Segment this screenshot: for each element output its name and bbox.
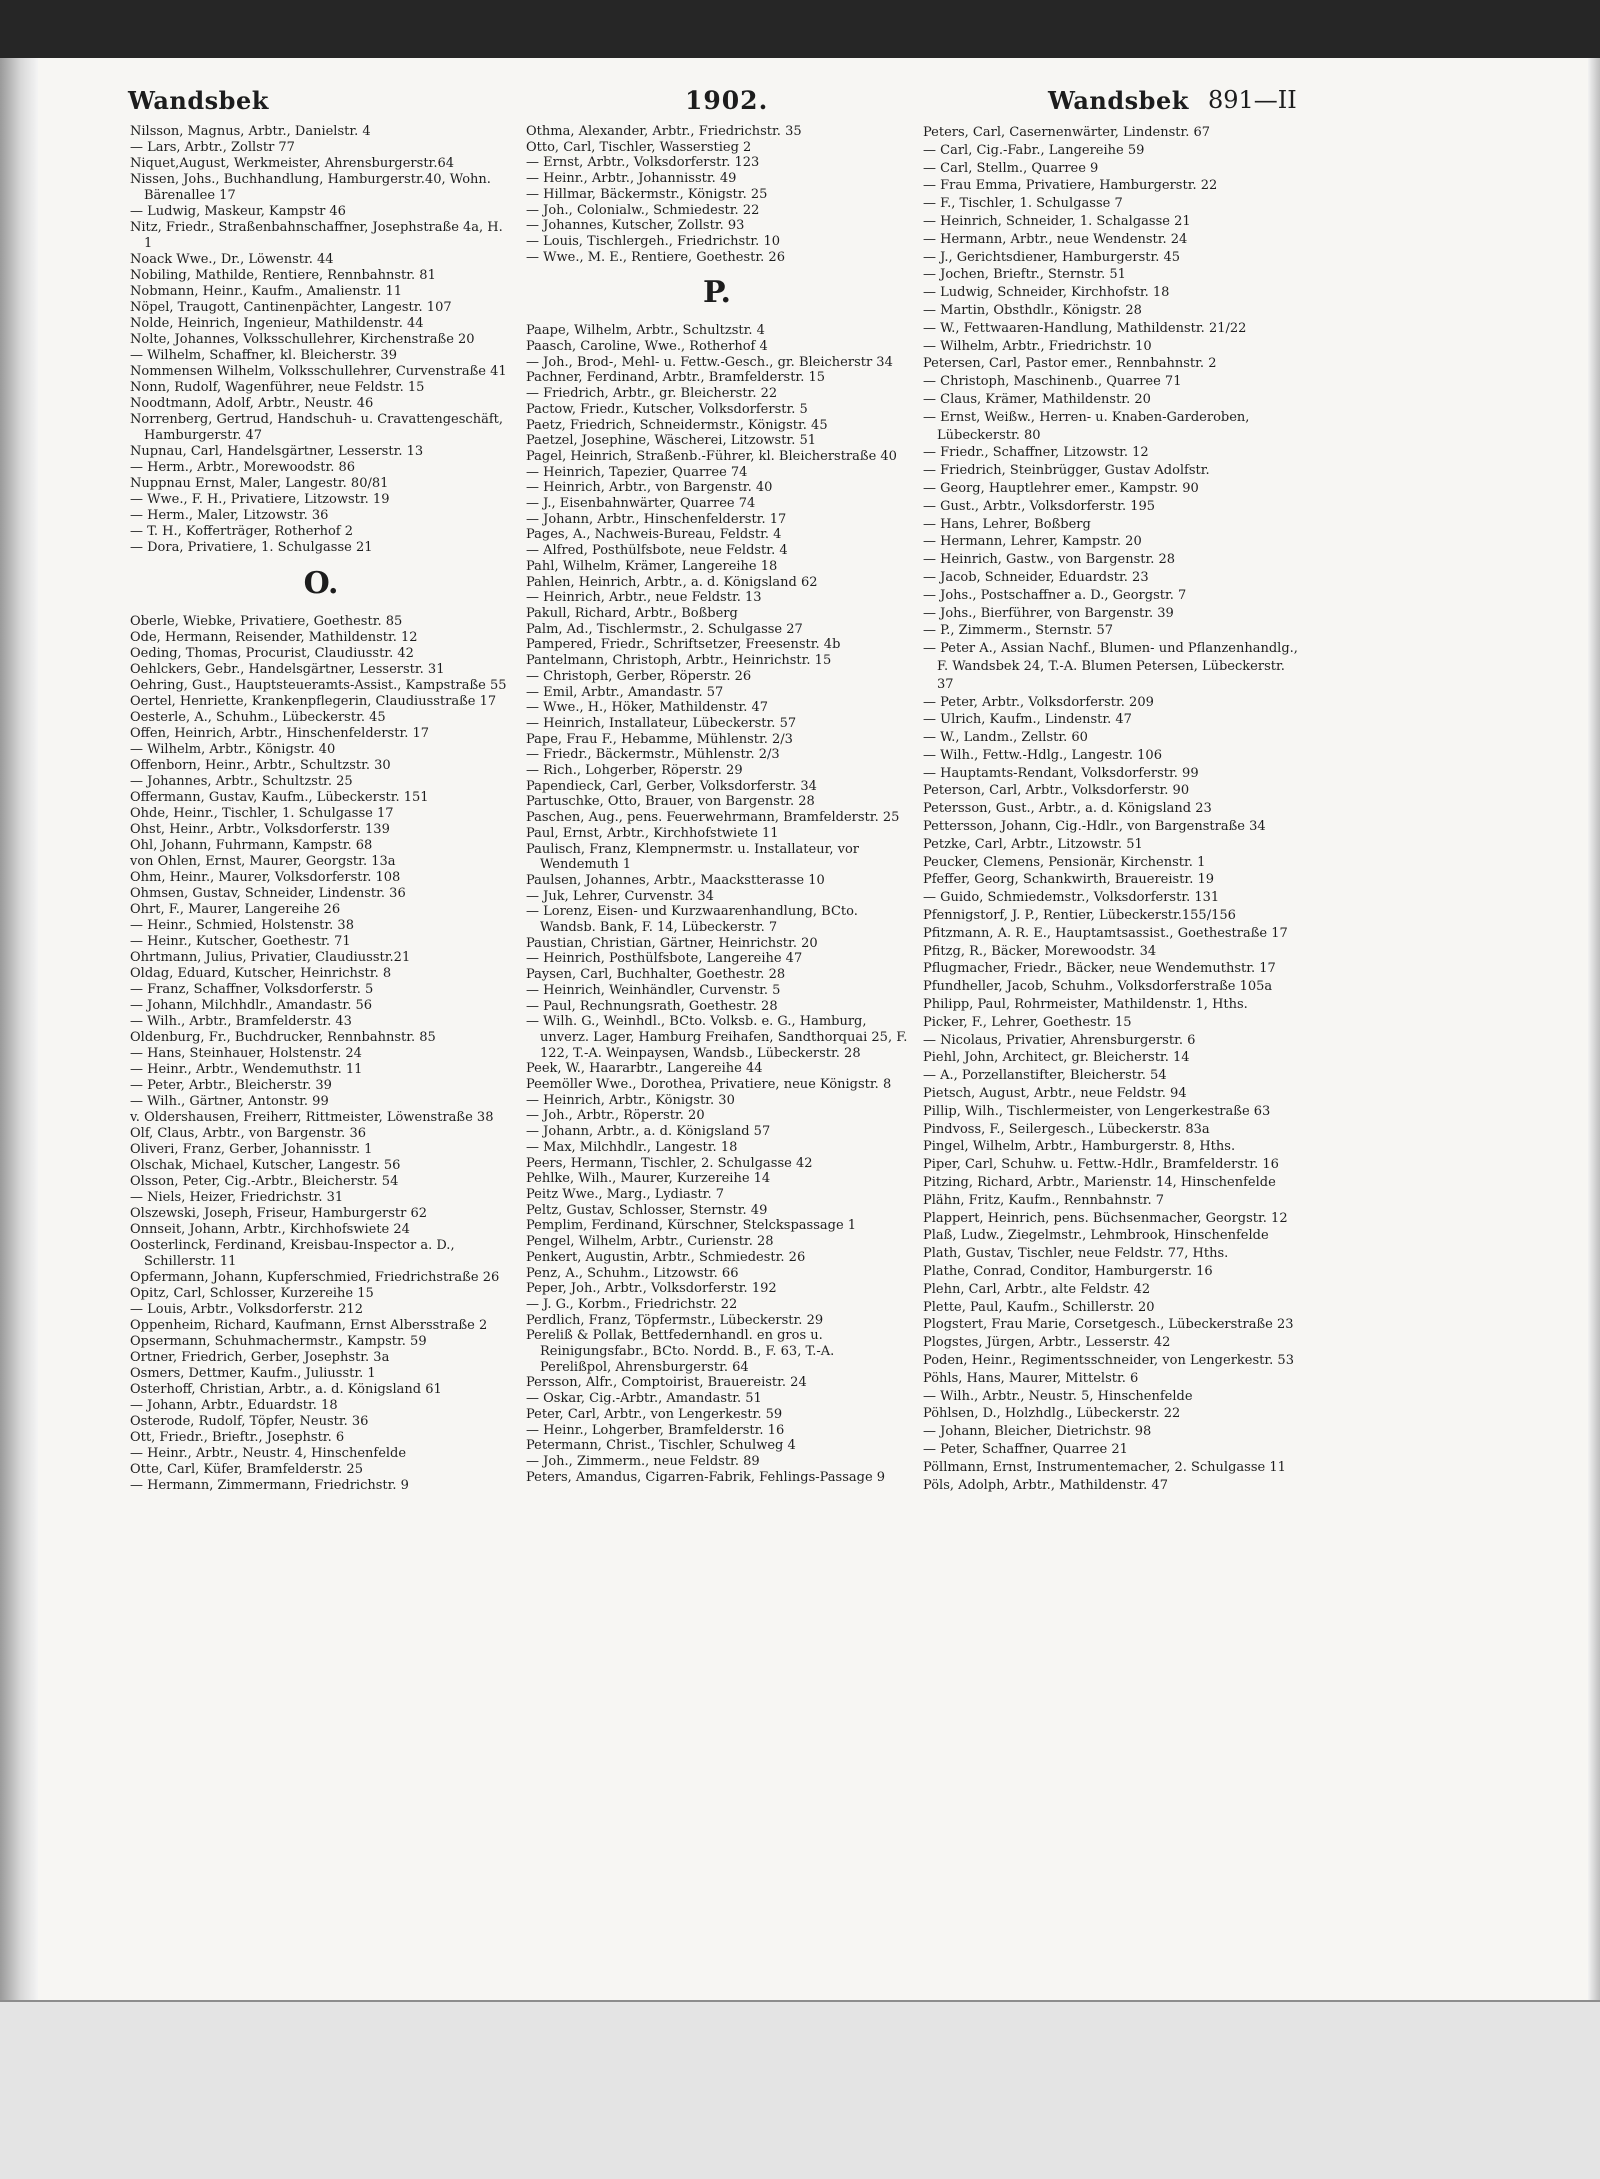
directory-entry: Plogstert, Frau Marie, Corsetgesch., Lübeckerstraße 23	[923, 1317, 1294, 1333]
directory-entry: Norrenberg, Gertrud, Handschuh- u. Cravattengeschäft, Hamburgerstr. 47	[130, 412, 503, 443]
directory-entry: Olszewski, Joseph, Friseur, Hamburgerstr 62	[130, 1206, 428, 1221]
directory-entry: Pakull, Richard, Arbtr., Boßberg	[526, 605, 738, 621]
directory-entry: Paysen, Carl, Buchhalter, Goethestr. 28	[526, 967, 786, 983]
directory-entry: Pitzing, Richard, Arbtr., Marienstr. 14, Hinschenfelde	[923, 1175, 1276, 1191]
directory-entry: Pillip, Wilh., Tischlermeister, von Lengerkestraße 63	[923, 1103, 1271, 1119]
directory-entry: — Franz, Schaffner, Volksdorferstr. 5	[130, 982, 374, 997]
directory-entry: Pages, A., Nachweis-Bureau, Feldstr. 4	[526, 527, 782, 543]
directory-entry: Ohm, Heinr., Maurer, Volksdorferstr. 108	[130, 870, 401, 885]
directory-entry: Philipp, Paul, Rohrmeister, Mathildenstr. 1, Hths.	[923, 997, 1248, 1013]
directory-entry: Petzke, Carl, Arbtr., Litzowstr. 51	[923, 836, 1143, 852]
directory-entry: Plogstes, Jürgen, Arbtr., Lesserstr. 42	[923, 1335, 1171, 1351]
directory-entry: — Heinr., Arbtr., Neustr. 4, Hinschenfelde	[130, 1446, 407, 1461]
directory-entry: Offenborn, Heinr., Arbtr., Schultzstr. 30	[130, 758, 391, 773]
directory-entry: Peek, W., Haararbtr., Langereihe 44	[526, 1061, 763, 1077]
directory-entry: Ohrt, F., Maurer, Langereihe 26	[130, 902, 341, 917]
directory-entry: — Frau Emma, Privatiere, Hamburgerstr. 22	[923, 178, 1218, 194]
directory-entry: — Hauptamts-Rendant, Volksdorferstr. 99	[923, 765, 1199, 781]
directory-entry: — Heinr., Kutscher, Goethestr. 71	[130, 934, 351, 949]
directory-entry: — Johann, Arbtr., Hinschenfelderstr. 17	[526, 511, 787, 527]
directory-entry: — Carl, Cig.-Fabr., Langereihe 59	[923, 142, 1145, 158]
directory-entry: Peucker, Clemens, Pensionär, Kirchenstr. 1	[923, 854, 1206, 870]
directory-entry: Pöls, Adolph, Arbtr., Mathildenstr. 47	[923, 1477, 1168, 1493]
directory-entry: — Peter, Schaffner, Quarree 21	[923, 1441, 1128, 1457]
directory-entry: — Gust., Arbtr., Volksdorferstr. 195	[923, 498, 1156, 514]
scan-left-shadow	[0, 58, 38, 2000]
directory-entry: — Johs., Postschaffner a. D., Georgstr. 7	[923, 587, 1187, 603]
directory-entry: Oosterlinck, Ferdinand, Kreisbau-Inspector a. D., Schillerstr. 11	[130, 1238, 455, 1269]
directory-entry: — Heinrich, Tapezier, Quarree 74	[526, 464, 748, 480]
directory-entry: — Alfred, Posthülfsbote, neue Feldstr. 4	[526, 543, 788, 559]
directory-entry: Ohmsen, Gustav, Schneider, Lindenstr. 36	[130, 886, 406, 901]
directory-entry: — Max, Milchhdlr., Langestr. 18	[526, 1139, 738, 1155]
directory-entry: Peterson, Carl, Arbtr., Volksdorferstr. 90	[923, 783, 1190, 799]
directory-entry: — Wilh., Fettw.-Hdlg., Langestr. 106	[923, 747, 1162, 763]
directory-entry: — Heinrich, Installateur, Lübeckerstr. 57	[526, 715, 797, 731]
directory-entry: — Heinr., Schmied, Holstenstr. 38	[130, 918, 354, 933]
directory-entry: — T. H., Kofferträger, Rotherhof 2	[130, 524, 354, 539]
column-2	[526, 124, 908, 1485]
directory-entry: Pactow, Friedr., Kutscher, Volksdorferstr. 5	[526, 401, 808, 417]
directory-entry: Pöhls, Hans, Maurer, Mittelstr. 6	[923, 1370, 1139, 1386]
directory-entry: Palm, Ad., Tischlermstr., 2. Schulgasse 27	[526, 621, 803, 637]
directory-entry: Nonn, Rudolf, Wagenführer, neue Feldstr. 15	[130, 380, 425, 395]
directory-entry: Osterhoff, Christian, Arbtr., a. d. Königsland 61	[130, 1382, 442, 1397]
directory-entry: Offen, Heinrich, Arbtr., Hinschenfelderstr. 17	[130, 726, 430, 741]
directory-entry: — Heinrich, Arbtr., von Bargenstr. 40	[526, 480, 773, 496]
directory-entry: Pantelmann, Christoph, Arbtr., Heinrichstr. 15	[526, 653, 832, 669]
section-letter-heading: P.	[702, 275, 732, 311]
directory-entry: Pflugmacher, Friedr., Bäcker, neue Wendemuthstr. 17	[923, 961, 1276, 977]
directory-entry: Plathe, Conrad, Conditor, Hamburgerstr. 16	[923, 1264, 1213, 1279]
directory-entry: — Hans, Steinhauer, Holstenstr. 24	[130, 1046, 362, 1061]
directory-entry: Plaß, Ludw., Ziegelmstr., Lehmbrook, Hinschenfelde	[923, 1228, 1269, 1244]
directory-entry: Penz, A., Schuhm., Litzowstr. 66	[526, 1265, 739, 1281]
directory-entry: Oesterle, A., Schuhm., Lübeckerstr. 45	[130, 710, 386, 725]
directory-entry: — Jochen, Brieftr., Sternstr. 51	[923, 267, 1126, 283]
directory-entry: — Heinrich, Gastw., von Bargenstr. 28	[923, 552, 1176, 568]
directory-entry: — Heinr., Lohgerber, Bramfelderstr. 16	[526, 1422, 785, 1438]
directory-entry: — Dora, Privatiere, 1. Schulgasse 21	[130, 540, 373, 555]
directory-entry: Plähn, Fritz, Kaufm., Rennbahnstr. 7	[923, 1192, 1165, 1208]
directory-entry: — Johann, Milchhdlr., Amandastr. 56	[130, 998, 373, 1013]
directory-entry: — P., Zimmerm., Sternstr. 57	[923, 623, 1114, 639]
directory-entry: — Peter A., Assian Nachf., Blumen- und Pflanzenhandlg., F. Wandsbek 24, T.-A. Blumen Petersen, Lübeckerstr. 37	[923, 641, 1298, 692]
directory-entry: — Heinrich, Weinhändler, Curvenstr. 5	[526, 982, 781, 998]
directory-entry: — Peter, Arbtr., Bleicherstr. 39	[130, 1078, 332, 1093]
directory-entry: — Claus, Krämer, Mathildenstr. 20	[923, 391, 1151, 407]
directory-entry: Peltz, Gustav, Schlosser, Sternstr. 49	[526, 1202, 768, 1218]
directory-entry: — Guido, Schmiedemstr., Volksdorferstr. 131	[923, 890, 1220, 906]
directory-entry: — Lars, Arbtr., Zollstr 77	[130, 140, 295, 155]
directory-entry: — Johannes, Arbtr., Schultzstr. 25	[130, 774, 353, 789]
directory-entry: Paschen, Aug., pens. Feuerwehrmann, Bramfelderstr. 25	[526, 810, 900, 826]
directory-entry: Paape, Wilhelm, Arbtr., Schultzstr. 4	[526, 323, 765, 339]
directory-entry: Otto, Carl, Tischler, Wasserstieg 2	[526, 139, 752, 155]
directory-entry: — Heinrich, Posthülfsbote, Langereihe 47	[526, 951, 803, 967]
directory-entry: Peper, Joh., Arbtr., Volksdorferstr. 192	[526, 1281, 777, 1297]
directory-entry: — Joh., Arbtr., Röperstr. 20	[526, 1108, 705, 1124]
directory-entry: Pampered, Friedr., Schriftsetzer, Freesenstr. 4b	[526, 637, 841, 653]
directory-entry: — Wilh., Gärtner, Antonstr. 99	[130, 1094, 329, 1109]
directory-entry: Piehl, John, Architect, gr. Bleicherstr. 14	[923, 1050, 1190, 1066]
directory-entry: Ohrtmann, Julius, Privatier, Claudiusstr.21	[130, 950, 411, 965]
directory-entry: Pagel, Heinrich, Straßenb.-Führer, kl. Bleicherstraße 40	[526, 448, 897, 464]
directory-entry: Oppenheim, Richard, Kaufmann, Ernst Albersstraße 2	[130, 1318, 488, 1333]
directory-entry: Nolte, Johannes, Volksschullehrer, Kirchenstraße 20	[130, 332, 475, 347]
directory-entry: Pahl, Wilhelm, Krämer, Langereihe 18	[526, 558, 778, 574]
directory-entry: Peemöller Wwe., Dorothea, Privatiere, neue Königstr. 8	[526, 1077, 892, 1093]
directory-entry: Peter, Carl, Arbtr., von Lengerkestr. 59	[526, 1406, 783, 1422]
directory-entry: — Niels, Heizer, Friedrichstr. 31	[130, 1190, 344, 1205]
directory-entry: — Johann, Bleicher, Dietrichstr. 98	[923, 1424, 1152, 1440]
directory-entry: Opitz, Carl, Schlosser, Kurzereihe 15	[130, 1286, 374, 1301]
directory-entry: Pachner, Ferdinand, Arbtr., Bramfelderstr. 15	[526, 370, 826, 386]
directory-entry: Noodtmann, Adolf, Arbtr., Neustr. 46	[130, 396, 374, 411]
directory-entry: — Wilhelm, Arbtr., Königstr. 40	[130, 742, 336, 757]
directory-entry: — Hermann, Lehrer, Kampstr. 20	[923, 534, 1142, 550]
directory-entry: Oehlckers, Gebr., Handelsgärtner, Lesserstr. 31	[130, 662, 445, 677]
directory-entry: — J. G., Korbm., Friedrichstr. 22	[526, 1296, 738, 1312]
directory-entry: Pemplim, Ferdinand, Kürschner, Stelckspassage 1	[526, 1218, 857, 1234]
directory-entry: Paulisch, Franz, Klempnermstr. u. Installateur, vor Wendemuth 1	[526, 841, 860, 873]
directory-entry: Peters, Carl, Casernenwärter, Lindenstr. 67	[923, 125, 1211, 140]
directory-entry: — Heinr., Arbtr., Wendemuthstr. 11	[130, 1062, 363, 1077]
directory-entry: — Heinrich, Arbtr., Königstr. 30	[526, 1092, 735, 1108]
directory-entry: — Christoph, Maschinenb., Quarree 71	[923, 374, 1182, 390]
directory-entry: Paetzel, Josephine, Wäscherei, Litzowstr. 51	[526, 433, 817, 449]
directory-entry: Ortner, Friedrich, Gerber, Josephstr. 3a	[130, 1350, 390, 1365]
directory-entry: Oberle, Wiebke, Privatiere, Goethestr. 85	[130, 614, 403, 629]
directory-entry: — Louis, Tischlergeh., Friedrichstr. 10	[526, 233, 780, 249]
directory-entry: Pengel, Wilhelm, Arbtr., Curienstr. 28	[526, 1234, 774, 1250]
directory-entry: Osmers, Dettmer, Kaufm., Juliusstr. 1	[130, 1366, 376, 1381]
directory-entry: Pape, Frau F., Hebamme, Mühlenstr. 2/3	[526, 731, 793, 747]
directory-entry: Offermann, Gustav, Kaufm., Lübeckerstr. 151	[130, 790, 429, 805]
directory-entry: Pietsch, August, Arbtr., neue Feldstr. 94	[923, 1086, 1187, 1102]
scan-bottom-background	[0, 2000, 1600, 2179]
directory-entry: — Juk, Lehrer, Curvenstr. 34	[526, 888, 714, 904]
directory-entry: — Hermann, Arbtr., neue Wendenstr. 24	[923, 231, 1188, 247]
directory-entry: Persson, Alfr., Comptoirist, Brauereistr. 24	[526, 1375, 807, 1391]
directory-entry: Oertel, Henriette, Krankenpflegerin, Claudiusstraße 17	[130, 694, 497, 709]
directory-entry: — J., Gerichtsdiener, Hamburgerstr. 45	[923, 249, 1181, 265]
directory-entry: Peers, Hermann, Tischler, 2. Schulgasse 42	[526, 1155, 813, 1171]
directory-entry: Opsermann, Schuhmachermstr., Kampstr. 59	[130, 1334, 427, 1349]
directory-entry: Ott, Friedr., Brieftr., Josephstr. 6	[130, 1430, 345, 1445]
directory-entry: — Herm., Maler, Litzowstr. 36	[130, 508, 329, 523]
directory-entry: — Ludwig, Maskeur, Kampstr 46	[130, 204, 346, 219]
directory-entry: Pfitzg, R., Bäcker, Morewoodstr. 34	[923, 943, 1157, 959]
directory-entry: Oliveri, Franz, Gerber, Johannisstr. 1	[130, 1142, 373, 1157]
directory-entry: — Hillmar, Bäckermstr., Königstr. 25	[526, 186, 768, 202]
directory-entry: — W., Landm., Zellstr. 60	[923, 730, 1088, 746]
directory-entry: Paul, Ernst, Arbtr., Kirchhofstwiete 11	[526, 825, 779, 841]
directory-entry: Nilsson, Magnus, Arbtr., Danielstr. 4	[130, 124, 371, 139]
directory-entry: Petersen, Carl, Pastor emer., Rennbahnstr. 2	[923, 356, 1217, 372]
directory-entry: Osterode, Rudolf, Töpfer, Neustr. 36	[130, 1414, 369, 1429]
directory-entry: Paustian, Christian, Gärtner, Heinrichstr. 20	[526, 935, 818, 951]
directory-entry: — Lorenz, Eisen- und Kurzwaarenhandlung, BCto. Wandsb. Bank, F. 14, Lübeckerstr. 7	[526, 904, 858, 936]
directory-entry: — Friedr., Bäckermstr., Mühlenstr. 2/3	[526, 747, 780, 763]
directory-entry: — Carl, Stellm., Quarree 9	[923, 160, 1099, 176]
directory-entry: — Ludwig, Schneider, Kirchhofstr. 18	[923, 285, 1170, 301]
directory-entry: — Martin, Obsthdlr., Königstr. 28	[923, 302, 1142, 318]
directory-entry: Noack Wwe., Dr., Löwenstr. 44	[130, 252, 334, 267]
directory-entry: Pettersson, Johann, Cig.-Hdlr., von Bargenstraße 34	[923, 819, 1266, 835]
directory-entry: — Emil, Arbtr., Amandastr. 57	[526, 684, 724, 700]
directory-entry: — Johann, Arbtr., Eduardstr. 18	[130, 1398, 338, 1413]
directory-entry: — J., Eisenbahnwärter, Quarree 74	[526, 496, 756, 512]
directory-entry: Pfeffer, Georg, Schankwirth, Brauereistr. 19	[923, 872, 1214, 888]
column-1	[130, 124, 512, 1494]
directory-entry: v. Oldershausen, Freiherr, Rittmeister, Löwenstraße 38	[130, 1110, 494, 1125]
header-left-place: Wandsbek	[128, 86, 269, 115]
directory-entry: Oeding, Thomas, Procurist, Claudiusstr. 42	[130, 646, 414, 661]
directory-entry: — Joh., Brod-, Mehl- u. Fettw.-Gesch., gr. Bleicherstr 34	[526, 354, 893, 370]
directory-entry: Oehring, Gust., Hauptsteueramts-Assist., Kampstraße 55	[130, 678, 507, 693]
directory-entry: Olf, Claus, Arbtr., von Bargenstr. 36	[130, 1126, 366, 1141]
directory-entry: Partuschke, Otto, Brauer, von Bargenstr. 28	[526, 794, 815, 810]
column-3	[923, 124, 1303, 1494]
directory-entry: — Ernst, Arbtr., Volksdorferstr. 123	[526, 155, 760, 171]
directory-entry: Paulsen, Johannes, Arbtr., Maackstterasse 10	[526, 872, 825, 888]
directory-entry: Peitz Wwe., Marg., Lydiastr. 7	[526, 1187, 724, 1202]
directory-entry: — Heinrich, Schneider, 1. Schalgasse 21	[923, 213, 1191, 229]
directory-entry: Paetz, Friedrich, Schneidermstr., Königstr. 45	[526, 417, 828, 433]
directory-entry: Pindvoss, F., Seilergesch., Lübeckerstr. 83a	[923, 1121, 1210, 1137]
directory-entry: — Herm., Arbtr., Morewoodstr. 86	[130, 460, 356, 475]
directory-entry: Poden, Heinr., Regimentsschneider, von Lengerkestr. 53	[923, 1352, 1294, 1368]
directory-entry: Nobmann, Heinr., Kaufm., Amalienstr. 11	[130, 284, 403, 299]
directory-entry: — Wilh. G., Weinhdl., BCto. Volksb. e. G., Hamburg, unverz. Lager, Hamburg Freihafen, Sandthorquai 25, F. 122, T.-A. Weinpaysen, Wandsb., Lübeckerstr. 28	[526, 1014, 908, 1061]
directory-entry: von Ohlen, Ernst, Maurer, Georgstr. 13a	[130, 854, 396, 869]
directory-entry: Otte, Carl, Küfer, Bramfelderstr. 25	[130, 1462, 363, 1477]
directory-entry: — Rich., Lohgerber, Röperstr. 29	[526, 763, 743, 779]
directory-entry: Pfennigstorf, J. P., Rentier, Lübeckerstr.155/156	[923, 908, 1236, 924]
directory-entry: Pahlen, Heinrich, Arbtr., a. d. Königsland 62	[526, 574, 818, 590]
directory-entry: — Heinrich, Arbtr., neue Feldstr. 13	[526, 590, 762, 606]
directory-entry: Nupnau, Carl, Handelsgärtner, Lesserstr. 13	[130, 444, 424, 459]
directory-entry: Nolde, Heinrich, Ingenieur, Mathildenstr. 44	[130, 316, 424, 331]
directory-entry: Paasch, Caroline, Wwe., Rotherhof 4	[526, 339, 768, 355]
page-number: 891—II	[1208, 86, 1297, 114]
directory-entry: — Johannes, Kutscher, Zollstr. 93	[526, 218, 745, 234]
directory-entry: Nuppnau Ernst, Maler, Langestr. 80/81	[130, 476, 389, 491]
directory-entry: Pehlke, Wilh., Maurer, Kurzereihe 14	[526, 1171, 771, 1187]
scan-top-border	[0, 0, 1600, 58]
directory-entry: Ode, Hermann, Reisender, Mathildenstr. 12	[130, 630, 418, 645]
directory-entry: Oldag, Eduard, Kutscher, Heinrichstr. 8	[130, 966, 392, 981]
directory-entry: Nöpel, Traugott, Cantinenpächter, Langestr. 107	[130, 300, 452, 315]
directory-entry: — Johs., Bierführer, von Bargenstr. 39	[923, 605, 1174, 621]
directory-entry: Ohst, Heinr., Arbtr., Volksdorferstr. 139	[130, 822, 390, 837]
directory-entry: Plappert, Heinrich, pens. Büchsenmacher, Georgstr. 12	[923, 1210, 1288, 1226]
directory-entry: Nobiling, Mathilde, Rentiere, Rennbahnstr. 81	[130, 268, 436, 283]
directory-entry: — Friedr., Schaffner, Litzowstr. 12	[923, 445, 1149, 461]
directory-entry: — Joh., Zimmerm., neue Feldstr. 89	[526, 1453, 760, 1469]
directory-entry: Papendieck, Carl, Gerber, Volksdorferstr. 34	[526, 778, 817, 794]
directory-entry: — Wilhelm, Schaffner, kl. Bleicherstr. 39	[130, 348, 397, 363]
directory-entry: Pingel, Wilhelm, Arbtr., Hamburgerstr. 8, Hths.	[923, 1139, 1236, 1155]
directory-entry: — Heinr., Arbtr., Johannisstr. 49	[526, 171, 737, 187]
directory-entry: Ohl, Johann, Fuhrmann, Kampstr. 68	[130, 838, 373, 853]
directory-entry: Opfermann, Johann, Kupferschmied, Friedrichstraße 26	[130, 1270, 500, 1285]
directory-entry: Plehn, Carl, Arbtr., alte Feldstr. 42	[923, 1281, 1151, 1297]
directory-entry: — Paul, Rechnungsrath, Goethestr. 28	[526, 998, 778, 1014]
directory-entry: — Johann, Arbtr., a. d. Königsland 57	[526, 1124, 771, 1140]
directory-entry: Perdlich, Franz, Töpfermstr., Lübeckerstr. 29	[526, 1312, 824, 1328]
directory-entry: Pöllmann, Ernst, Instrumentemacher, 2. Schulgasse 11	[923, 1459, 1286, 1475]
page-right-edge	[1588, 58, 1600, 2000]
directory-entry: — Peter, Arbtr., Volksdorferstr. 209	[923, 694, 1154, 710]
directory-entry: — W., Fettwaaren-Handlung, Mathildenstr. 21/22	[923, 320, 1247, 336]
directory-entry: Pfundheller, Jacob, Schuhm., Volksdorferstraße 105a	[923, 979, 1273, 995]
directory-entry: — Wilhelm, Arbtr., Friedrichstr. 10	[923, 338, 1152, 354]
directory-entry: Picker, F., Lehrer, Goethestr. 15	[923, 1014, 1132, 1030]
directory-entry: — Oskar, Cig.-Arbtr., Amandastr. 51	[526, 1391, 762, 1407]
directory-entry: — Ernst, Weißw., Herren- u. Knaben-Garderoben, Lübeckerstr. 80	[923, 409, 1250, 443]
directory-entry: — Joh., Colonialw., Schmiedestr. 22	[526, 202, 760, 218]
directory-entry: — Friedrich, Arbtr., gr. Bleicherstr. 22	[526, 386, 778, 402]
directory-entry: — Wwe., H., Höker, Mathildenstr. 47	[526, 700, 769, 716]
directory-entry: Olsson, Peter, Cig.-Arbtr., Bleicherstr. 54	[130, 1174, 399, 1189]
directory-entry: Pfitzmann, A. R. E., Hauptamtsassist., Goethestraße 17	[923, 925, 1288, 941]
directory-entry: — Christoph, Gerber, Röperstr. 26	[526, 668, 752, 684]
directory-entry: Ohde, Heinr., Tischler, 1. Schulgasse 17	[130, 806, 394, 821]
directory-entry: Peters, Amandus, Cigarren-Fabrik, Fehlings-Passage 9	[526, 1469, 886, 1485]
directory-entry: — Wilh., Arbtr., Neustr. 5, Hinschenfelde	[923, 1388, 1193, 1404]
directory-entry: — Jacob, Schneider, Eduardstr. 23	[923, 569, 1149, 585]
directory-entry: — Ulrich, Kaufm., Lindenstr. 47	[923, 712, 1132, 728]
directory-entry: — Hermann, Zimmermann, Friedrichstr. 9	[130, 1478, 409, 1493]
section-letter-heading: O.	[303, 566, 339, 601]
directory-entry: Nommensen Wilhelm, Volksschullehrer, Curvenstraße 41	[130, 364, 507, 379]
directory-entry: Nitz, Friedr., Straßenbahnschaffner, Josephstraße 4a, H. 1	[130, 220, 503, 251]
directory-entry: Petersson, Gust., Arbtr., a. d. Königsland 23	[923, 801, 1212, 817]
directory-entry: Niquet,August, Werkmeister, Ahrensburgerstr.64	[130, 156, 455, 171]
directory-entry: Onnseit, Johann, Arbtr., Kirchhofswiete 24	[130, 1222, 410, 1237]
header-year: 1902.	[685, 86, 769, 115]
directory-entry: Plette, Paul, Kaufm., Schillerstr. 20	[923, 1299, 1155, 1315]
directory-entry: Nissen, Johs., Buchhandlung, Hamburgerstr.40, Wohn. Bärenallee 17	[130, 172, 491, 203]
header-right-place: Wandsbek	[1048, 86, 1189, 115]
directory-entry: Othma, Alexander, Arbtr., Friedrichstr. 35	[526, 124, 802, 139]
directory-entry: — Nicolaus, Privatier, Ahrensburgerstr. 6	[923, 1032, 1196, 1048]
directory-entry: — F., Tischler, 1. Schulgasse 7	[923, 196, 1123, 212]
directory-entry: — Hans, Lehrer, Boßberg	[923, 516, 1091, 532]
directory-entry: Piper, Carl, Schuhw. u. Fettw.-Hdlr., Bramfelderstr. 16	[923, 1157, 1279, 1173]
directory-entry: Oldenburg, Fr., Buchdrucker, Rennbahnstr. 85	[130, 1030, 436, 1045]
directory-entry: Plath, Gustav, Tischler, neue Feldstr. 77, Hths.	[923, 1246, 1229, 1262]
directory-entry: — Friedrich, Steinbrügger, Gustav Adolfstr.	[923, 463, 1210, 479]
directory-entry: — A., Porzellanstifter, Bleicherstr. 54	[923, 1068, 1167, 1084]
directory-entry: Olschak, Michael, Kutscher, Langestr. 56	[130, 1158, 401, 1173]
directory-entry: Pöhlsen, D., Holzhdlg., Lübeckerstr. 22	[923, 1406, 1181, 1422]
directory-entry: — Wwe., M. E., Rentiere, Goethestr. 26	[526, 249, 785, 265]
directory-entry: Penkert, Augustin, Arbtr., Schmiedestr. 26	[526, 1249, 806, 1265]
directory-entry: Petermann, Christ., Tischler, Schulweg 4	[526, 1438, 796, 1454]
directory-entry: — Wilh., Arbtr., Bramfelderstr. 43	[130, 1014, 352, 1029]
directory-entry: — Louis, Arbtr., Volksdorferstr. 212	[130, 1302, 363, 1317]
directory-entry: Pereliß & Pollak, Bettfedernhandl. en gros u. Reinigungsfabr., BCto. Nordd. B., F. 63, T.-A. Perelißpol, Ahrensburgerstr. 64	[526, 1328, 835, 1375]
directory-entry: — Wwe., F. H., Privatiere, Litzowstr. 19	[130, 492, 390, 507]
directory-entry: — Georg, Hauptlehrer emer., Kampstr. 90	[923, 480, 1199, 496]
